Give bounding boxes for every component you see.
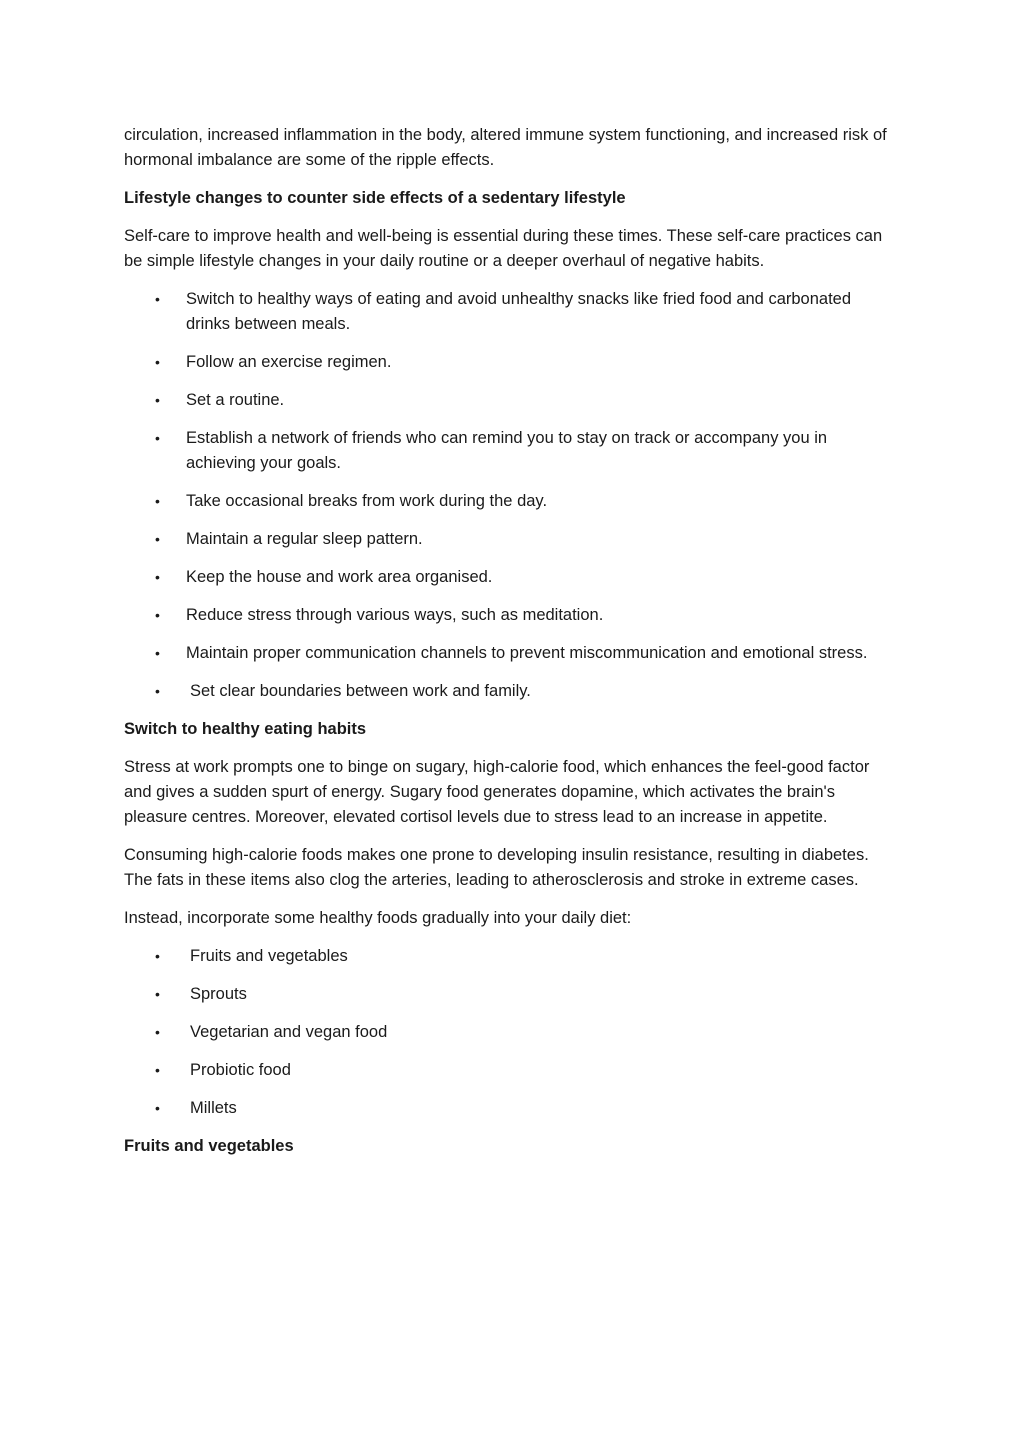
- list-item-text: Vegetarian and vegan food: [190, 1023, 388, 1041]
- list-item: [124, 982, 893, 1007]
- list-item-text: Sprouts: [190, 985, 247, 1003]
- selfcare-paragraph: Self-care to improve health and well-being is essential during these times. These self-care practices can be simple lifestyle changes in your daily routine or a deeper overhaul of negative habits.: [124, 227, 883, 270]
- list-item: [124, 1020, 893, 1045]
- list-item-text: Establish a network of friends who can remind you to stay on track or accompany you in achieving your goals.: [186, 429, 828, 472]
- bullet-icon: •: [155, 531, 160, 547]
- list-item-text: Fruits and vegetables: [190, 947, 348, 965]
- list-item: [124, 489, 893, 514]
- bullet-icon: •: [155, 645, 160, 661]
- list-item: [124, 944, 893, 969]
- bullet-icon: •: [155, 683, 160, 699]
- bullet-icon: •: [155, 430, 160, 446]
- bullet-icon: •: [155, 291, 160, 307]
- bullet-icon: •: [155, 1024, 160, 1040]
- food-list: [124, 944, 893, 1121]
- intro-paragraph: circulation, increased inflammation in the body, altered immune system functioning, and increased risk of hormonal imbalance are some of the ripple effects.: [124, 126, 887, 169]
- list-item: [124, 679, 893, 704]
- list-item: [124, 350, 893, 375]
- bullet-icon: •: [155, 948, 160, 964]
- list-item: [124, 287, 893, 337]
- list-item-text: Set clear boundaries between work and family.: [190, 682, 531, 700]
- eating-heading: Switch to healthy eating habits: [124, 720, 367, 738]
- bullet-icon: •: [155, 986, 160, 1002]
- list-item-text: Set a routine.: [186, 391, 285, 409]
- stress-paragraph: Stress at work prompts one to binge on sugary, high-calorie food, which enhances the feel-good factor and gives a sudden spurt of energy. Sugary food generates dopamine, which activates the brain's pleasure centres. Moreover, elevated cortisol levels due to stress lead to an increase in appetite.: [124, 758, 870, 826]
- bullet-icon: •: [155, 1062, 160, 1078]
- list-item-text: Reduce stress through various ways, such as meditation.: [186, 606, 604, 624]
- list-item: [124, 1096, 893, 1121]
- lifestyle-list: [124, 287, 893, 704]
- bullet-icon: •: [155, 569, 160, 585]
- list-item: [124, 641, 893, 666]
- bullet-icon: •: [155, 493, 160, 509]
- list-item: [124, 1058, 893, 1083]
- bullet-icon: •: [155, 354, 160, 370]
- list-item: [124, 426, 893, 476]
- lifestyle-heading: Lifestyle changes to counter side effects of a sedentary lifestyle: [124, 189, 626, 207]
- list-item: [124, 565, 893, 590]
- list-item-text: Follow an exercise regimen.: [186, 353, 392, 371]
- list-item-text: Maintain proper communication channels to prevent miscommunication and emotional stress.: [186, 644, 868, 662]
- list-item-text: Maintain a regular sleep pattern.: [186, 530, 423, 548]
- bullet-icon: •: [155, 607, 160, 623]
- list-item-text: Take occasional breaks from work during the day.: [186, 492, 548, 510]
- consuming-paragraph: Consuming high-calorie foods makes one prone to developing insulin resistance, resulting in diabetes. The fats in these items also clog the arteries, leading to atherosclerosis and stroke in extreme cases.: [124, 846, 869, 889]
- list-item-text: Switch to healthy ways of eating and avoid unhealthy snacks like fried food and carbonated drinks between meals.: [186, 290, 852, 333]
- list-item-text: Keep the house and work area organised.: [186, 568, 493, 586]
- list-item: [124, 603, 893, 628]
- fruits-heading: Fruits and vegetables: [124, 1137, 294, 1155]
- list-item: [124, 388, 893, 413]
- bullet-icon: •: [155, 1100, 160, 1116]
- instead-paragraph: Instead, incorporate some healthy foods gradually into your daily diet:: [124, 909, 632, 927]
- list-item-text: Millets: [190, 1099, 237, 1117]
- list-item-text: Probiotic food: [190, 1061, 291, 1079]
- bullet-icon: •: [155, 392, 160, 408]
- list-item: [124, 527, 893, 552]
